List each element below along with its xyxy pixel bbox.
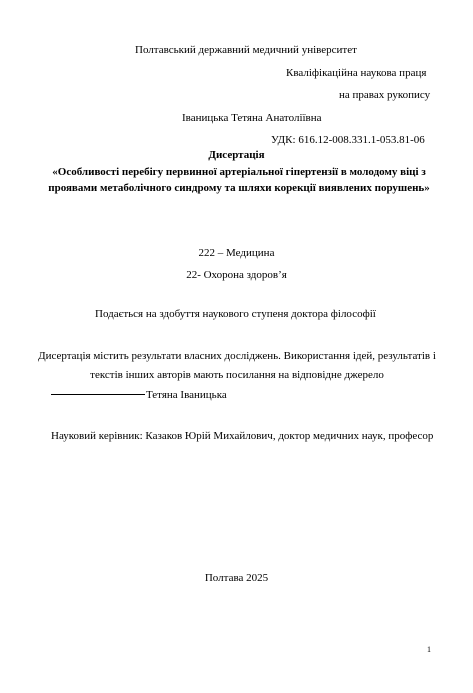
dissertation-title: «Особливості перебігу первинної артеріальної гіпертензії в молодому віці з проявами метаболічного синдрому та шляхи корекції виявлених порушень» [48, 166, 430, 195]
udk-code: УДК: 616.12-008.331.1-053.81-06 [271, 134, 425, 146]
university-name: Полтавський державний медичний університет [135, 44, 357, 56]
manuscript-note: на правах рукопису [339, 89, 431, 101]
signature-blank [51, 394, 145, 395]
page-number: 1 [427, 645, 431, 654]
originality-statement: Дисертація містить результати власних досліджень. Використання ідей, результатів і текстів інших авторів мають посилання на відповідне джерело [38, 350, 436, 381]
qualification-type: Кваліфікаційна наукова праця [286, 67, 427, 79]
place-year: Полтава 2025 [204, 572, 269, 584]
field-of-knowledge: 22- Охорона здоров’я [186, 269, 287, 281]
supervisor-info: Науковий керівник: Казаков Юрій Михайлович, доктор медичних наук, професор [51, 430, 434, 442]
specialty-code: 222 – Медицина [198, 247, 275, 259]
author-name: Іваницька Тетяна Анатоліївна [182, 112, 322, 124]
degree-statement: Подається на здобуття наукового ступеня доктора філософії [95, 308, 376, 320]
dissertation-label: Дисертація [208, 149, 265, 161]
signature-line [51, 388, 227, 403]
signature-name: Тетяна Іваницька [146, 389, 227, 401]
